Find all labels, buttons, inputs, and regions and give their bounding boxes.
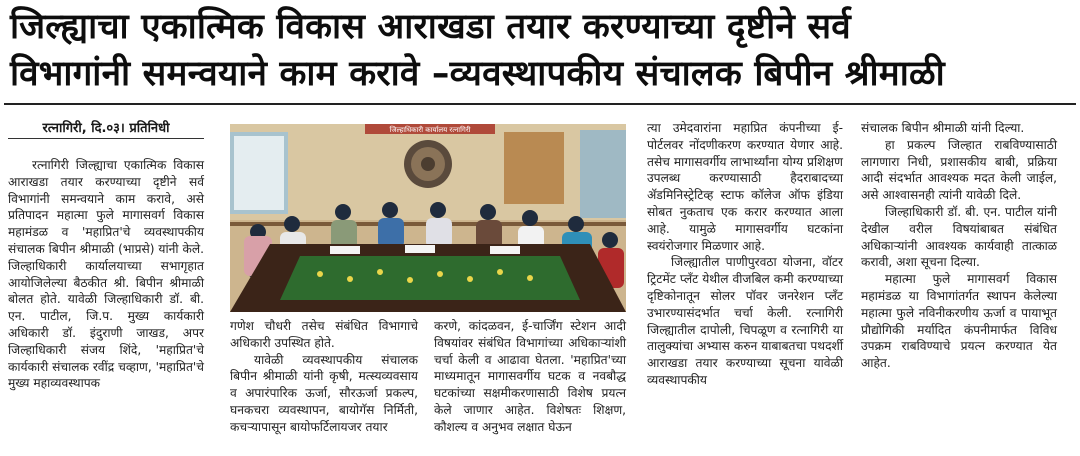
dateline: रत्नागिरी, दि.०३। प्रतिनिधी <box>8 118 204 139</box>
paragraph: महात्मा फुले मागासवर्ग विकास महामंडळ या विभागांतर्गत स्थापन केलेल्या महात्मा फुले नविनीकरणीय ऊर्जा व पायाभूत प्रौद्योगिकी मर्यादित कंपनीमार्फत विविध उपक्रम राबविण्याचे प्रयत्न करण्यात येत आहेत. <box>861 272 1057 371</box>
paragraph: जिल्हाधिकारी डॉ. बी. एन. पाटील यांनी देखील वरील विषयांबाबत संबंधित अधिकाऱ्यांनी आवश्यक कार्यवाही तात्काळ करावी, अशा सूचना दिल्या. <box>861 204 1057 270</box>
article-column-3 <box>434 318 626 436</box>
paragraph: गणेश चौधरी तसेच संबंधित विभागाचे अधिकारी उपस्थित होते. <box>230 319 418 350</box>
headline <box>10 4 1072 98</box>
article-column-4 <box>647 120 843 389</box>
headline-line-2: विभागांनी समन्वयाने काम करावे –व्यवस्थापकीय संचालक बिपीन श्रीमाळी <box>10 54 945 94</box>
paragraph: त्या उमेदवारांना महाप्रित कंपनीच्या ई-पोर्टलवर नोंदणीकरण करण्यात येणार आहे. तसेच मागासवर्गीय लाभार्थ्यांना योग्य प्रशिक्षण उपलब्ध करण्यासाठी हैदराबादच्या ॲडमिनिस्ट्रेटिव्ह स्टाफ कॉलेज ऑफ इंडिया सोबत नुकताच एक करार करण्यात आला आहे. यामुळे मागासवर्गीय घटकांना स्वयंरोजगार मिळणार आहे. <box>647 121 843 253</box>
paragraph: यावेळी व्यवस्थापकीय संचालक बिपीन श्रीमाळी यांनी कृषी, मत्स्यव्यवसाय व अपारंपारिक ऊर्जा, सौरऊर्जा प्रकल्प, घनकचरा व्यवस्थापन, बायोगॅस निर्मिती, कचऱ्यापासून बायोफर्टिलायजर तयार <box>230 352 418 434</box>
headline-rule <box>4 103 1076 105</box>
paragraph: जिल्ह्यातील पाणीपुरवठा योजना, वॉटर ट्रिटमेंट प्लँट येथील वीजबिल कमी करण्याच्या दृष्टिकोनातून सोलर पॉवर जनरेशन प्लँट उभारण्यासंदर्भात चर्चा केली. रत्नागिरी जिल्ह्यातील दापोली, चिपळूण व रत्नागिरी या तालुक्यांचा अभ्यास करुन याबाबतचा पथदर्शी आराखडा तयार करण्याच्या सूचना यावेळी व्यवस्थापकीय <box>647 255 843 387</box>
photo-banner-text: जिल्हाधिकारी कार्यालय रत्नागिरी <box>389 126 471 134</box>
paragraph: रत्नागिरी जिल्ह्याचा एकात्मिक विकास आराखडा तयार करण्याच्या दृष्टीने सर्व विभागांनी समन्वयाने काम करावे, असे प्रतिपादन महात्मा फुले मागासवर्ग विकास महामंडळ व 'महाप्रित'चे व्यवस्थापकीय संचालक बिपीन श्रीमाळी (भाप्रसे) यांनी केले. जिल्हाधिकारी कार्यालयाच्या सभागृहात आयोजिलेल्या बैठकीत श्री. बिपीन श्रीमाळी बोलत होते. यावेळी जिल्हाधिकारी डॉ. बी. एन. पाटील, जि.प. मुख्य कार्यकारी अधिकारी डॉ. इंदुराणी जाखड, अपर जिल्हाधिकारी संजय शिंदे, 'महाप्रित'चे कार्यकारी संचालक रवींद्र चव्हाण, 'महाप्रित'चे मुख्य महाव्यवस्थापक <box>8 158 204 391</box>
article-column-5 <box>861 120 1057 372</box>
headline-line-1: जिल्ह्याचा एकात्मिक विकास आराखडा तयार करण्याच्या दृष्टीने सर्व <box>10 7 851 47</box>
meeting-photo-illustration <box>230 124 626 312</box>
paragraph: संचालक बिपीन श्रीमाळी यांनी दिल्या. <box>861 121 1025 135</box>
paragraph: करणे, कांदळवन, ई-चार्जिंग स्टेशन आदी विषयांवर संबंधित विभागांच्या अधिकाऱ्यांशी चर्चा केली व आढावा घेतला. 'महाप्रित'च्या माध्यमातून मागासवर्गीय घटक व नवबौद्ध घटकांच्या सक्षमीकरणासाठी विशेष प्रयत्न केले जाणार आहेत. विशेषतः शिक्षण, कौशल्य व अनुभव लक्षात घेऊन <box>434 319 626 434</box>
article-column-2 <box>230 318 418 436</box>
paragraph: हा प्रकल्प जिल्हात राबविण्यासाठी लागणारा निधी, प्रशासकीय बाबी, प्रक्रिया आदी संदर्भात आवश्यक मदत केली जाईल, असे आश्वासनही त्यांनी यावेळी दिले. <box>861 137 1057 203</box>
article-column-1 <box>8 157 204 392</box>
meeting-photo <box>230 124 626 312</box>
